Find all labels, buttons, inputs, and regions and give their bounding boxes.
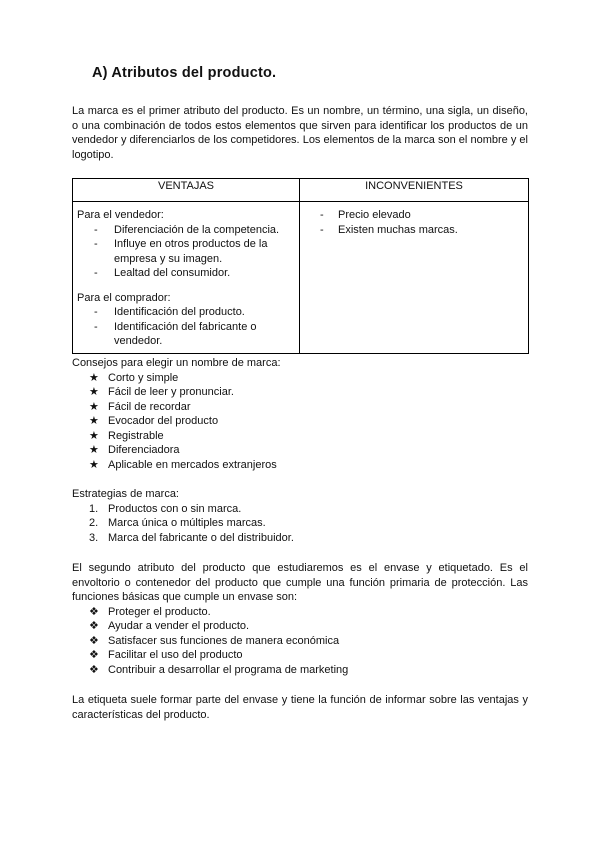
star-icon: ★: [89, 400, 99, 413]
star-icon: ★: [89, 371, 99, 384]
dash-bullet-icon: -: [320, 209, 324, 221]
ventajas-cell: [73, 202, 300, 354]
vendedor-label: Para el vendedor:: [77, 209, 164, 221]
estrategias-section: [72, 487, 528, 545]
dash-bullet-icon: -: [94, 223, 98, 236]
star-icon: ★: [89, 415, 99, 427]
dash-bullet-icon: -: [94, 267, 98, 279]
diamond-bullet-icon: ❖: [89, 649, 99, 661]
number-marker: 3.: [89, 531, 99, 544]
list-item: ★ Evocador del producto: [89, 415, 219, 427]
star-icon: ★: [89, 458, 99, 471]
etiqueta-paragraph: La etiqueta suele formar parte del envase y tiene la función de informar sobre las ventajas y características del producto.: [72, 694, 528, 721]
list-item: ★ Diferenciadora: [89, 444, 180, 456]
list-item: 2. Marca única o múltiples marcas.: [89, 517, 266, 529]
inconvenientes-list: [316, 208, 524, 237]
dash-bullet-icon: -: [94, 306, 98, 318]
list-item: - Identificación del fabricante o vendedor.: [94, 320, 257, 347]
dash-bullet-icon: -: [320, 223, 324, 236]
list-item: ❖ Satisfacer sus funciones de manera económica: [89, 634, 340, 647]
intro-section: [72, 104, 528, 162]
consejos-list: [72, 371, 528, 473]
list-item: ★ Fácil de recordar: [89, 400, 191, 413]
list-item: ★ Corto y simple: [89, 371, 179, 384]
list-item: 3. Marca del fabricante o del distribuidor.: [89, 531, 294, 544]
intro-paragraph: La marca es el primer atributo del producto. Es un nombre, un término, una sigla, un diseño, o una combinación de todos estos elementos que sirven para identificar los productos de un vendedor y diferenciarlos de los competidores. Los elementos de la marca son el nombre y el logotipo.: [72, 105, 528, 161]
ventajas-inconvenientes-table: [72, 178, 529, 354]
number-marker: 2.: [89, 517, 99, 529]
diamond-bullet-icon: ❖: [89, 634, 99, 647]
list-item: 1. Productos con o sin marca.: [89, 502, 242, 515]
consejos-section: [72, 356, 528, 472]
list-item: - Precio elevado: [320, 209, 411, 221]
comprador-label: Para el comprador:: [77, 291, 171, 304]
list-item: ★ Aplicable en mercados extranjeros: [89, 458, 277, 471]
header-ventajas: VENTAJAS: [73, 179, 300, 202]
consejos-title: Consejos para elegir un nombre de marca:: [72, 357, 281, 369]
diamond-bullet-icon: ❖: [89, 663, 99, 676]
envase-section: [72, 561, 528, 677]
estrategias-title: Estrategias de marca:: [72, 488, 179, 500]
list-item: ❖ Ayudar a vender el producto.: [89, 620, 250, 632]
list-item: - Lealtad del consumidor.: [94, 267, 231, 279]
list-item: ★ Registrable: [89, 429, 164, 442]
inconvenientes-cell: [300, 202, 529, 354]
star-icon: ★: [89, 444, 99, 456]
diamond-bullet-icon: ❖: [89, 605, 99, 618]
section-heading: A) Atributos del producto.: [92, 65, 277, 81]
header-inconvenientes: INCONVENIENTES: [300, 179, 529, 202]
list-item: ❖ Proteger el producto.: [89, 605, 211, 618]
list-item: ❖ Contribuir a desarrollar el programa de marketing: [89, 663, 349, 676]
estrategias-list: [72, 502, 528, 546]
list-item: ★ Fácil de leer y pronunciar.: [89, 386, 234, 398]
star-icon: ★: [89, 386, 99, 398]
list-item: - Existen muchas marcas.: [320, 223, 458, 236]
vendedor-list: [77, 223, 295, 281]
dash-bullet-icon: -: [94, 238, 98, 250]
diamond-bullet-icon: ❖: [89, 620, 99, 632]
star-icon: ★: [89, 429, 99, 442]
list-item: - Diferenciación de la competencia.: [94, 223, 280, 236]
comprador-list: [77, 305, 295, 349]
envase-paragraph: El segundo atributo del producto que estudiaremos es el envase y etiquetado. Es el envoltorio o contenedor del producto que cumple una función primaria de protección. Las funciones básicas que cumple un envase son:: [72, 562, 528, 603]
list-item: - Identificación del producto.: [94, 306, 245, 318]
dash-bullet-icon: -: [94, 320, 98, 333]
list-item: - Influye en otros productos de la empresa y su imagen.: [94, 238, 268, 265]
envase-list: [72, 605, 528, 678]
etiqueta-section: [72, 693, 528, 722]
list-item: ❖ Facilitar el uso del producto: [89, 649, 243, 661]
number-marker: 1.: [89, 502, 99, 515]
